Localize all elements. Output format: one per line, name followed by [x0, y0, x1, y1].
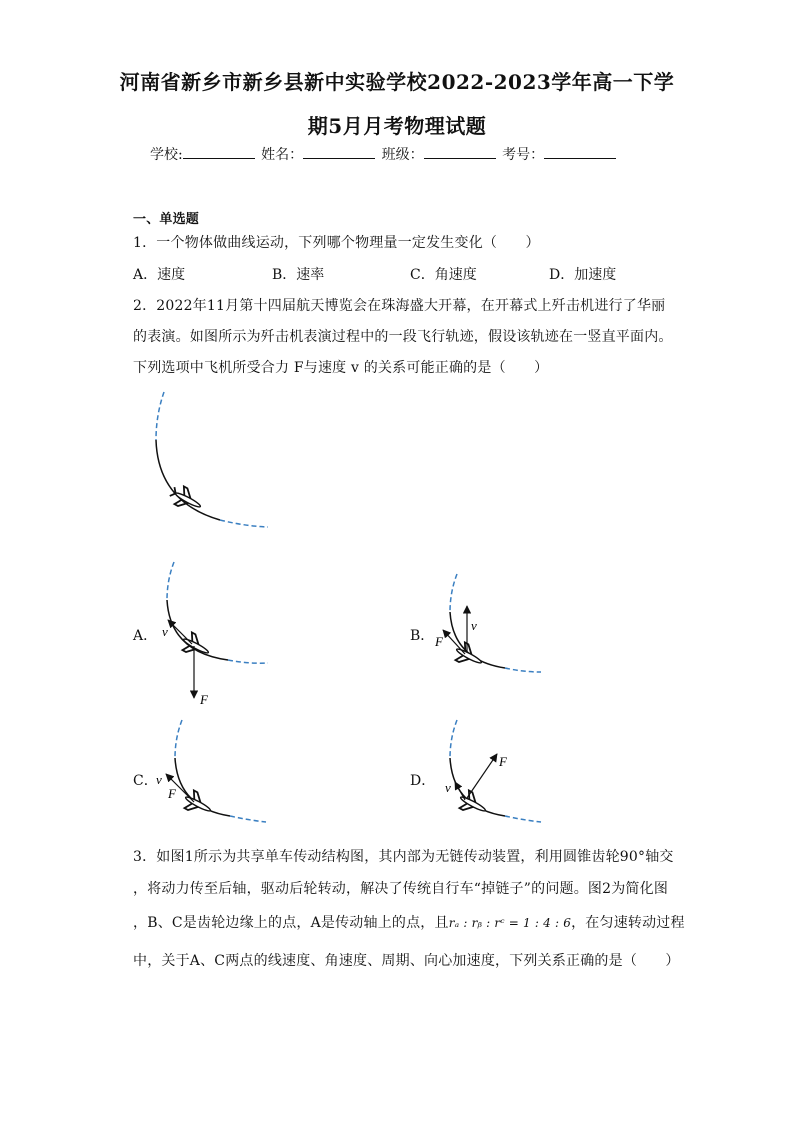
question-1-option-c[interactable]: C．角速度	[410, 267, 477, 283]
page-title-line-1: 河南省新乡市新乡县新中实验学校2022-2023学年高一下学	[119, 70, 675, 94]
question-2-trajectory-figure	[140, 390, 280, 535]
option-c-figure	[150, 718, 270, 833]
class-label: 班级：	[381, 147, 424, 163]
name-label: 姓名：	[261, 147, 304, 163]
question-1-option-b[interactable]: B．速率	[272, 267, 325, 283]
question-3-line-3-end: ，在匀速转动过程	[571, 915, 685, 931]
force-label: F	[200, 692, 208, 707]
jet-icon	[167, 483, 205, 516]
student-info-row	[150, 144, 618, 164]
force-label: F	[435, 634, 443, 649]
force-label: F	[168, 786, 176, 801]
name-blank[interactable]	[303, 146, 375, 159]
question-3-line-2: ，将动力传至后轴，驱动后轮转动，解决了传统自行车“掉链子”的问题。图2为简化图	[133, 881, 669, 897]
school-label: 学校:	[150, 147, 183, 163]
force-label: F	[499, 754, 507, 769]
class-blank[interactable]	[424, 146, 496, 159]
question-1-stem: 1．一个物体做曲线运动，下列哪个物理量一定发生变化（ ）	[133, 235, 540, 251]
question-2-option-b-label[interactable]: B．	[410, 628, 435, 644]
question-2-line-2: 的表演。如图所示为歼击机表演过程中的一段飞行轨迹，假设该轨迹在一竖直平面内。	[133, 329, 673, 345]
velocity-label: v	[471, 618, 477, 633]
number-blank[interactable]	[544, 146, 616, 159]
trajectory-dashed-lower	[220, 520, 268, 527]
question-3-line-3-start: ，B、C是齿轮边缘上的点，A是传动轴上的点，且	[133, 915, 449, 931]
number-label: 考号：	[502, 147, 545, 163]
trajectory-solid	[156, 440, 220, 520]
radius-ratio: rₐ : rᵦ : rᶜ = 1 : 4 : 6	[448, 916, 572, 930]
velocity-label: v	[162, 624, 168, 639]
question-1-option-a[interactable]: A．速度	[133, 267, 186, 283]
school-blank[interactable]	[183, 146, 255, 159]
trajectory-dashed-upper	[156, 392, 164, 440]
question-3-line-3	[133, 912, 685, 932]
question-2-option-d-label[interactable]: D．	[410, 773, 436, 789]
question-2-option-a-label[interactable]: A．	[133, 628, 158, 644]
velocity-label: v	[445, 780, 451, 795]
option-b-figure	[425, 572, 545, 682]
question-2-line-1: 2．2022年11月第十四届航天博览会在珠海盛大开幕，在开幕式上歼击机进行了华丽	[133, 298, 666, 314]
velocity-label: v	[156, 772, 162, 787]
question-2-option-c-label[interactable]: C．	[133, 773, 158, 789]
option-a-figure	[150, 560, 280, 710]
question-3-line-4: 中，关于A、C两点的线速度、角速度、周期、向心加速度，下列关系正确的是（ ）	[133, 953, 680, 969]
question-1-option-d[interactable]: D．加速度	[549, 267, 617, 283]
question-2-line-3: 下列选项中飞机所受合力 F与速度 v 的关系可能正确的是（ ）	[133, 360, 549, 376]
page-title-line-2: 期5月月考物理试题	[307, 114, 487, 138]
question-3-line-1: 3．如图1所示为共享单车传动结构图，其内部为无链传动装置，利用圆锥齿轮90°轴交	[133, 849, 674, 865]
section-heading: 一、单选题	[133, 212, 200, 227]
option-d-figure	[425, 718, 545, 833]
